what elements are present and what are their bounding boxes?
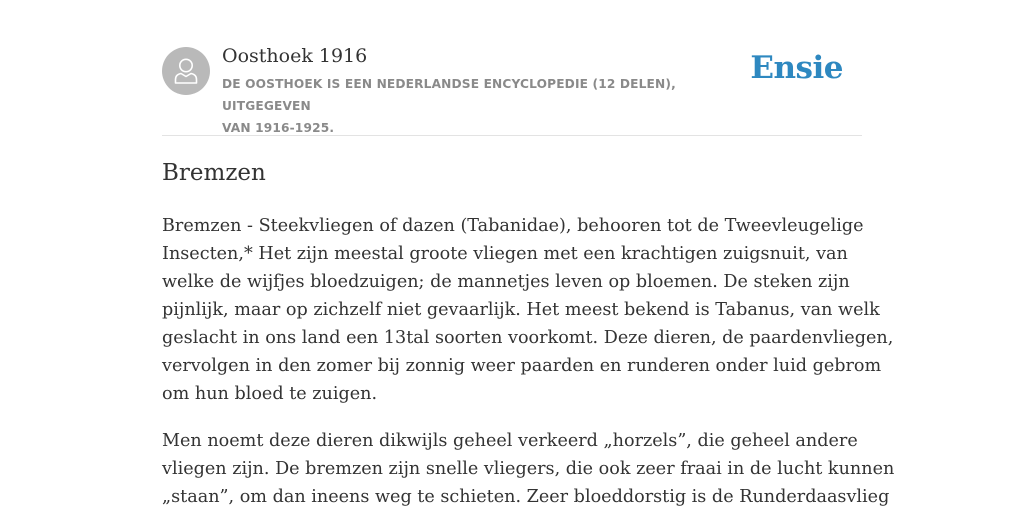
paragraph-line: geslacht in ons land een 13tal soorten voorkomt. Deze dieren, de paardenvliegen, <box>162 328 894 348</box>
ensie-logo-link[interactable]: Ensie <box>750 50 843 86</box>
source-description <box>222 73 762 139</box>
paragraph-line: vervolgen in den zomer bij zonnig weer paarden en runderen onder luid gebrom <box>162 356 882 376</box>
source-description-line: VAN 1916-1925. <box>222 121 335 135</box>
paragraph-line: om hun bloed te zuigen. <box>162 384 378 404</box>
source-title[interactable]: Oosthoek 1916 <box>222 45 368 67</box>
header-divider <box>162 135 862 136</box>
paragraph-line: Men noemt deze dieren dikwijls geheel verkeerd „horzels”, die geheel andere <box>162 431 858 451</box>
paragraph-line: Bremzen - Steekvliegen of dazen (Tabanidae), behooren tot de Tweevleugelige <box>162 216 864 236</box>
paragraph-line: vliegen zijn. De bremzen zijn snelle vliegers, die ook zeer fraai in de lucht kunnen <box>162 459 895 479</box>
user-silhouette-icon[interactable] <box>162 47 210 95</box>
paragraph-line: „staan”, om dan ineens weg te schieten. Zeer bloeddorstig is de Runderdaasvlieg <box>162 487 890 507</box>
paragraph-line: Insecten,* Het zijn meestal groote vliegen met een krachtigen zuigsnuit, van <box>162 244 848 264</box>
source-header <box>162 45 862 135</box>
paragraph-line: pijnlijk, maar op zichzelf niet gevaarlijk. Het meest bekend is Tabanus, van welk <box>162 300 880 320</box>
article-body <box>162 212 895 512</box>
article-paragraph <box>162 212 894 408</box>
article-title: Bremzen <box>162 160 266 186</box>
source-description-line: DE OOSTHOEK IS EEN NEDERLANDSE ENCYCLOPEDIE (12 DELEN), UITGEGEVEN <box>222 77 676 113</box>
article-paragraph <box>162 427 895 511</box>
paragraph-line: welke de wijfjes bloedzuigen; de mannetjes leven op bloemen. De steken zijn <box>162 272 850 292</box>
